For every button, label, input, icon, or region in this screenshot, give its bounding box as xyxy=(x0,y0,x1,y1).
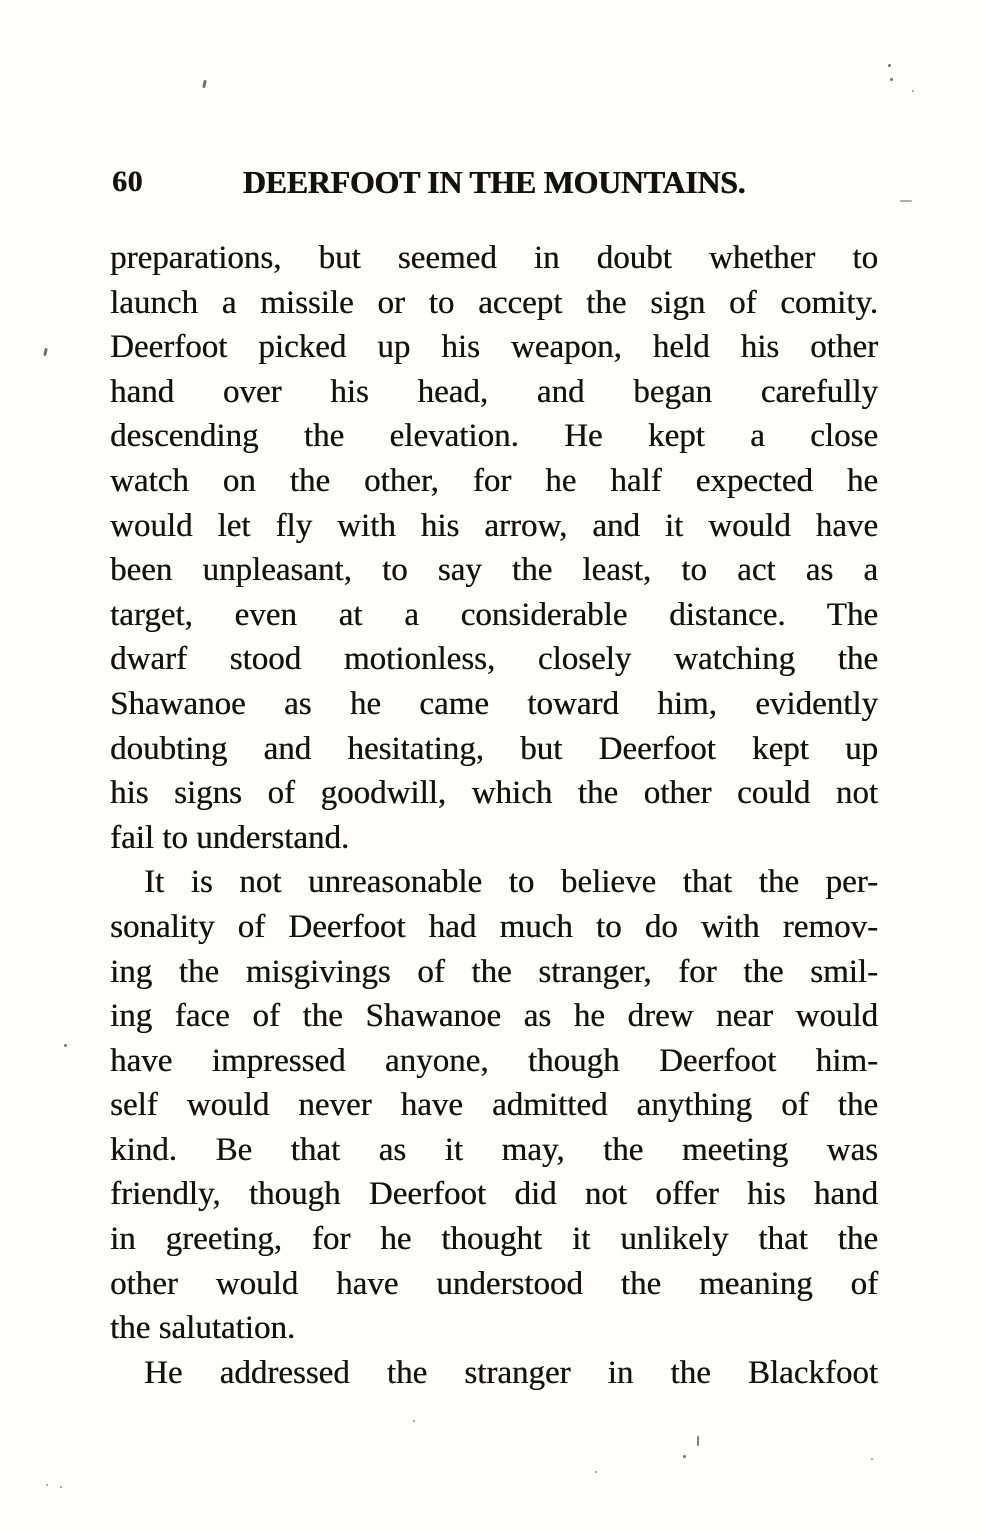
text-line: been unpleasant, to say the least, to act as a xyxy=(110,552,878,589)
scan-speck xyxy=(900,200,912,202)
text-line: target, even at a considerable distance. The xyxy=(110,596,878,633)
page-header xyxy=(110,166,878,198)
text-line: He addressed the stranger in the Blackfoot xyxy=(144,1354,878,1391)
text-column xyxy=(110,166,878,1395)
text-line: It is not unreasonable to believe that the per- xyxy=(144,864,878,901)
scan-speck xyxy=(697,1436,699,1446)
text-line: the salutation. xyxy=(110,1310,296,1347)
text-line: Shawanoe as he came toward him, evidently xyxy=(110,685,878,722)
text-line: fail to understand. xyxy=(110,819,350,856)
scan-speck xyxy=(871,1458,873,1460)
text-line: Deerfoot picked up his weapon, held his other xyxy=(110,329,878,366)
scan-speck xyxy=(64,1044,67,1047)
running-title: DEERFOOT IN THE MOUNTAINS. xyxy=(242,164,746,200)
text-line: other would have understood the meaning of xyxy=(110,1265,878,1302)
text-line: would let fly with his arrow, and it would have xyxy=(110,507,878,544)
page-number: 60 xyxy=(112,165,143,198)
text-line: ing the misgivings of the stranger, for the smil- xyxy=(110,953,878,990)
scan-speck xyxy=(912,90,914,92)
scan-speck xyxy=(683,1455,686,1458)
text-line: launch a missile or to accept the sign of comity. xyxy=(110,284,878,321)
text-line: hand over his head, and began carefully xyxy=(110,373,878,410)
text-line: self would never have admitted anything of the xyxy=(110,1087,878,1124)
scan-speck xyxy=(202,80,207,88)
text-line: friendly, though Deerfoot did not offer his hand xyxy=(110,1176,878,1213)
text-line: watch on the other, for he half expected he xyxy=(110,462,878,499)
text-line: have impressed anyone, though Deerfoot him- xyxy=(110,1042,878,1079)
scan-speck xyxy=(43,348,48,356)
text-line: kind. Be that as it may, the meeting was xyxy=(110,1131,878,1168)
scan-speck xyxy=(60,1486,62,1488)
text-line: dwarf stood motionless, closely watching the xyxy=(110,641,878,678)
text-line: doubting and hesitating, but Deerfoot kept up xyxy=(110,730,878,767)
scan-speck xyxy=(595,1471,597,1473)
scan-speck xyxy=(413,1420,415,1422)
text-line: descending the elevation. He kept a close xyxy=(110,418,878,455)
scan-speck xyxy=(890,78,893,81)
body-text xyxy=(110,236,878,1395)
text-line: in greeting, for he thought it unlikely that the xyxy=(110,1221,878,1258)
text-line: preparations, but seemed in doubt whether to xyxy=(110,240,878,276)
text-line: ing face of the Shawanoe as he drew near would xyxy=(110,998,878,1035)
text-line: sonality of Deerfoot had much to do with remov- xyxy=(110,908,878,945)
scan-speck xyxy=(46,1484,48,1486)
scan-speck xyxy=(888,64,891,67)
text-line: his signs of goodwill, which the other could not xyxy=(110,775,878,812)
